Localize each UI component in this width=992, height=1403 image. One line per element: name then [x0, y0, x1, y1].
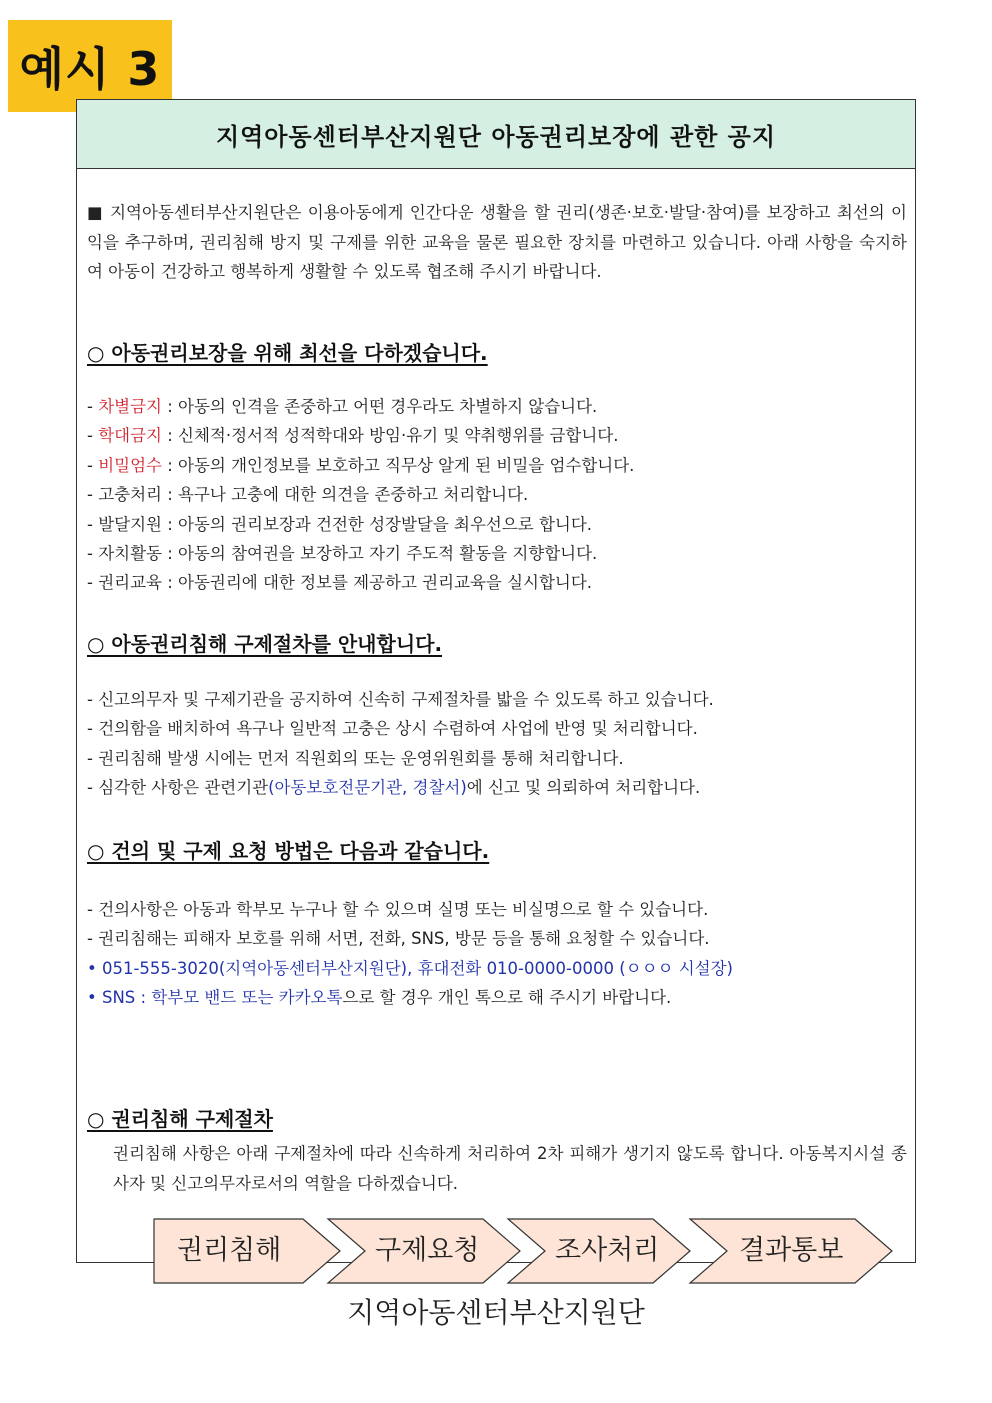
list-item: - 권리침해는 피해자 보호를 위해 서면, 전화, SNS, 방문 등을 통해 요청할 수 있습니다. [87, 929, 710, 949]
flow-step-label: 권리침해 [177, 1235, 282, 1266]
sns-info: SNS : 학부모 밴드 또는 카카오톡 [101, 988, 343, 1008]
list-item [87, 954, 907, 983]
list-item: - 권리침해 발생 시에는 먼저 직원회의 또는 운영위원회를 통해 처리합니다. [87, 748, 624, 768]
list-text: : 아동의 인격을 존중하고 어떤 경우라도 차별하지 않습니다. [161, 397, 598, 416]
list-item: - 신고의무자 및 구제기관을 공지하여 신속히 구제절차를 밟을 수 있도록 하고 있습니다. [87, 690, 714, 709]
list-item [87, 451, 907, 480]
remedy-list [87, 685, 907, 803]
list-key: 자치활동 [98, 543, 162, 563]
list-prefix: - [87, 397, 99, 416]
procedure-paragraph: 권리침해 사항은 아래 구제절차에 따라 신속하게 처리하여 2차 피해가 생기지 않도록 합니다. 아동복지시설 종사자 및 신고의무자로서의 역할을 다하겠습니다. [113, 1144, 907, 1193]
flow-step-label: 조사처리 [555, 1235, 660, 1266]
list-item [87, 983, 907, 1012]
list-key: 차별금지 [98, 397, 162, 416]
flow-step-label: 구제요청 [375, 1235, 480, 1266]
list-key: 비밀엄수 [98, 455, 162, 475]
list-text: 에 신고 및 의뢰하여 처리합니다. [466, 778, 701, 798]
section3-heading: ○ 건의 및 구제 요청 방법은 다음과 같습니다. [87, 839, 490, 863]
list-prefix: - [87, 485, 99, 505]
agency-names: (아동보호전문기관, 경찰서) [268, 778, 467, 798]
list-text: - 심각한 사항은 관련기관 [87, 778, 269, 798]
list-prefix: - [87, 514, 99, 534]
organization-footer: 지역아동센터부산지원단 [347, 1296, 645, 1329]
section4-heading: ○ 권리침해 구제절차 [87, 1107, 273, 1131]
intro-paragraph: ■ 지역아동센터부산지원단은 이용아동에게 인간다운 생활을 할 권리(생존·보호·발달·참여)를 보장하고 최선의 이익을 추구하며, 권리침해 방지 및 구제를 위한 교육을 물론 필요한 장치를 마련하고 있습니다. 아래 사항을 숙지하여 아동이 건강하고 행복하게 생활할 수 있도록 협조해 주시기 바랍니다. [87, 203, 907, 281]
list-item [87, 480, 907, 509]
section2-heading: ○ 아동권리침해 구제절차를 안내합니다. [87, 632, 443, 656]
notice-frame [76, 99, 916, 1329]
list-text: : 아동의 참여권을 보장하고 자기 주도적 활동을 지향합니다. [161, 543, 598, 563]
list-prefix: - [87, 573, 99, 593]
list-text: : 아동의 권리보장과 건전한 성장발달을 최우선으로 합니다. [161, 514, 593, 534]
list-item [87, 539, 907, 568]
list-text: : 아동권리에 대한 정보를 제공하고 권리교육을 실시합니다. [161, 573, 593, 593]
list-item: - 건의사항은 아동과 학부모 누구나 할 수 있으며 실명 또는 비실명으로 할 수 있습니다. [87, 900, 709, 919]
notice-title: 지역아동센터부산지원단 아동권리보장에 관한 공지 [77, 100, 915, 169]
list-key: 발달지원 [98, 514, 162, 534]
example-badge: 예시 3 [8, 20, 172, 112]
list-item [87, 773, 907, 802]
list-item [87, 510, 907, 539]
list-item [87, 392, 907, 421]
rights-list [87, 392, 907, 598]
contact-info: 051-555-3020(지역아동센터부산지원단), 휴대전화 010-0000-0000 (ㅇㅇㅇ 시설장) [101, 958, 733, 978]
list-prefix: - [87, 455, 99, 475]
request-list [87, 895, 907, 1013]
list-key: 권리교육 [98, 573, 162, 593]
list-item [87, 568, 907, 597]
flow-step-label: 결과통보 [739, 1235, 844, 1266]
bullet-icon: • [87, 958, 97, 978]
list-text: : 욕구나 고충에 대한 의견을 존중하고 처리합니다. [161, 485, 529, 505]
list-text: 으로 할 경우 개인 톡으로 해 주시기 바랍니다. [342, 988, 672, 1008]
list-item: - 건의함을 배치하여 욕구나 일반적 고충은 상시 수렴하여 사업에 반영 및 처리합니다. [87, 719, 698, 739]
section1-heading: ○ 아동권리보장을 위해 최선을 다하겠습니다. [87, 341, 488, 365]
bullet-icon: • [87, 988, 97, 1008]
list-text: : 아동의 개인정보를 보호하고 직무상 알게 된 비밀을 엄수합니다. [161, 455, 635, 475]
list-prefix: - [87, 543, 99, 563]
list-text: : 신체적·정서적 성적학대와 방임·유기 및 약취행위를 금합니다. [161, 426, 619, 446]
list-prefix: - [87, 426, 99, 446]
list-key: 고충처리 [98, 485, 162, 505]
list-item [87, 421, 907, 450]
procedure-flow [153, 1218, 893, 1284]
list-key: 학대금지 [98, 426, 162, 446]
